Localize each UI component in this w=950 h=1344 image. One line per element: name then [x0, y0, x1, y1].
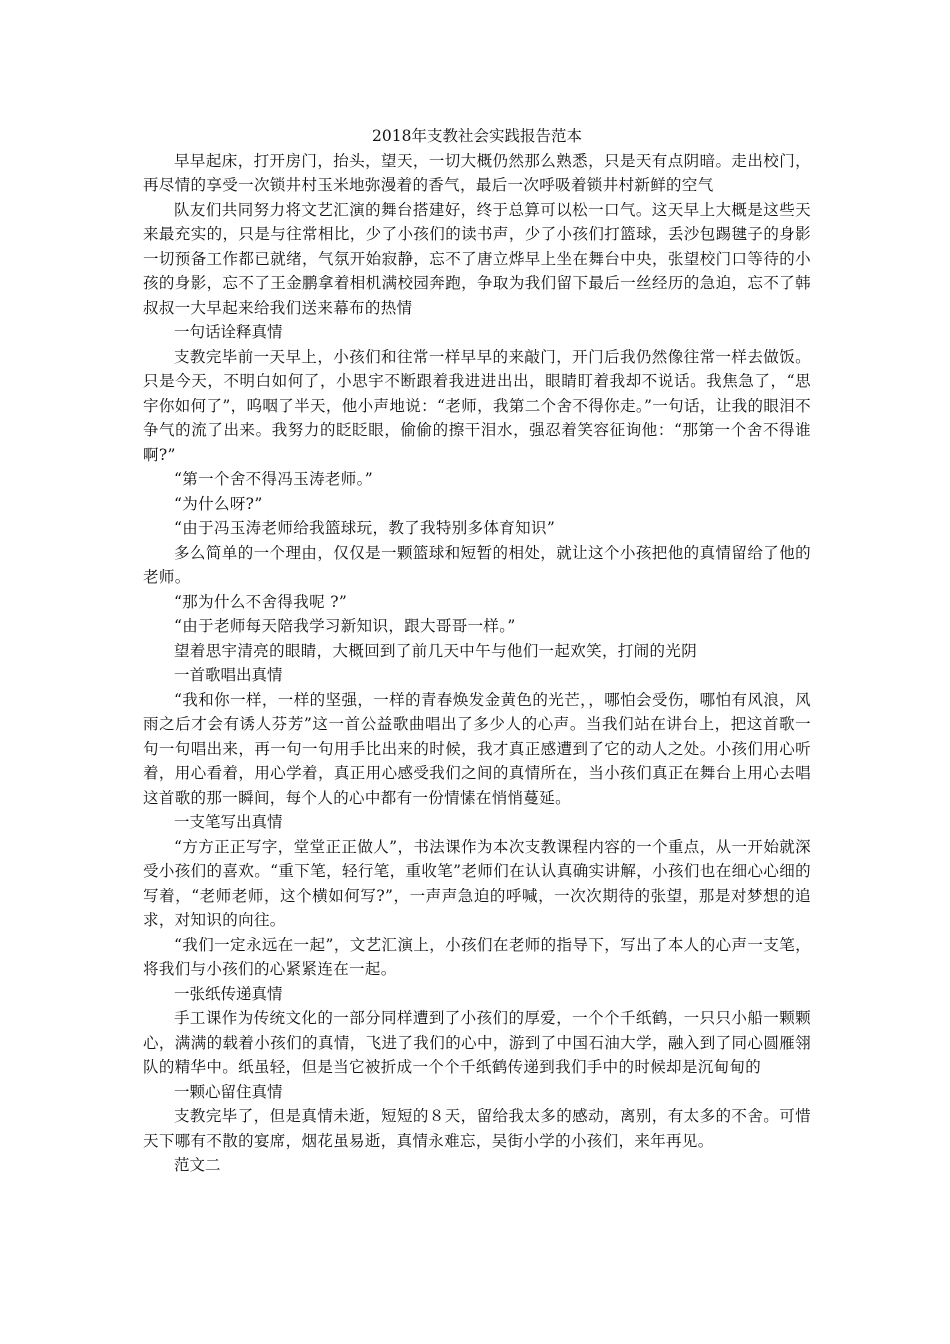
section-heading: 一张纸传递真情 — [174, 984, 283, 1003]
paragraph: “我们一定永远在一起”，文艺汇演上，小孩们在老师的指导下，写出了本人的心声一支笔，将我们与小孩们的心紧紧连在一起。 — [143, 935, 811, 978]
paragraph: “方方正正写字，堂堂正正做人”，书法课作为本次支教课程内容的一个重点，从一开始就深受小孩们的喜欢。“重下笔，轻行笔，重收笔”老师们在认认真确实讲解，小孩们也在细心心细的写着，“老师老师，这个横如何写?”，一声声急迫的呼喊，一次次期待的张望，那是对梦想的追求，对知识的向往。 — [143, 837, 811, 929]
paragraph: “为什么呀?” — [174, 494, 263, 513]
paragraph: “我和你一样，一样的坚强，一样的青春焕发金黄色的光芒，，哪怕会受伤，哪怕有风浪，风雨之后才会有诱人芬芳”这一首公益歌曲唱出了多少人的心声。当我们站在讲台上，把这首歌一句一句唱出来，再一句一句用手比出来的时候，我才真正感遭到了它的动人之处。小孩们用心听着，用心看着，用心学着，真正用心感受我们之间的真情所在，当小孩们真正在舞台上用心去唱这首歌的那一瞬间，每个人的心中都有一份情愫在悄悄蔓延。 — [143, 690, 811, 807]
paragraph: 早早起床，打开房门，抬头，望天，一切大概仍然那么熟悉，只是天有点阴暗。走出校门，再尽情的享受一次锁井村玉米地弥漫着的香气，最后一次呼吸着锁井村新鲜的空气 — [143, 151, 811, 194]
paragraph: “那为什么不舍得我呢 ?” — [174, 592, 348, 611]
paragraph: 手工课作为传统文化的一部分同样遭到了小孩们的厚爱，一个个千纸鹤，一只只小船一颗颗心，满满的载着小孩们的真情，飞进了我们的心中，游到了中国石油大学，融入到了同心圆雁翎队的精华中。纸虽轻，但是当它被折成一个个千纸鹤传递到我们手中的时候却是沉甸甸的 — [143, 1009, 811, 1076]
paragraph: “由于冯玉涛老师给我篮球玩，教了我特别多体育知识” — [174, 519, 556, 537]
section-heading: 范文二 — [174, 1156, 221, 1174]
paragraph: 队友们共同努力将文艺汇演的舞台搭建好，终于总算可以松一口气。这天早上大概是这些天来最充实的，只是与往常相比，少了小孩们的读书声，少了小孩们打篮球，丢沙包踢毽子的身影一切预备工作都已就绪，气氛开始寂静，忘不了唐立烨早上坐在舞台中央，张望校门口等待的小孩的身影，忘不了王金鹏拿着相机满校园奔跑，争取为我们留下最后一丝经历的急迫，忘不了韩叔叔一大早起来给我们送来幕布的热情 — [143, 200, 811, 317]
paragraph: 支教完毕前一天早上，小孩们和往常一样早早的来敲门，开门后我仍然像往常一样去做饭。只是今天，不明白如何了，小思宇不断跟着我进进出出，眼睛盯着我却不说话。我焦急了，“思宇你如何了”，呜咽了半天，他小声地说：“老师，我第二个舍不得你走。”一句话，让我的眼泪不争气的流了出来。我努力的眨眨眼，偷偷的擦干泪水，强忍着笑容征询他：“那第一个舍不得谁啊?” — [143, 347, 811, 464]
document-body — [143, 149, 811, 1178]
document-title: 2018年支教社会实践报告范本 — [372, 127, 582, 145]
section-heading: 一句话诠释真情 — [174, 323, 283, 341]
paragraph: 支教完毕了，但是真情未逝，短短的８天，留给我太多的感动，离别，有太多的不舍。可惜天下哪有不散的宴席，烟花虽易逝，真情永难忘，吴街小学的小孩们，来年再见。 — [143, 1107, 811, 1150]
paragraph: 多么简单的一个理由，仅仅是一颗篮球和短暂的相处，就让这个小孩把他的真情留给了他的老师。 — [143, 543, 811, 586]
paragraph: “第一个舍不得冯玉涛老师。” — [174, 470, 373, 488]
paragraph: 望着思宇清亮的眼睛，大概回到了前几天中午与他们一起欢笑，打闹的光阴 — [174, 641, 698, 660]
document-page — [143, 124, 811, 1178]
section-heading: 一支笔写出真情 — [174, 813, 283, 831]
section-heading: 一首歌唱出真情 — [174, 666, 283, 684]
section-heading: 一颗心留住真情 — [174, 1082, 283, 1101]
paragraph: “由于老师每天陪我学习新知识，跟大哥哥一样。” — [174, 617, 516, 635]
